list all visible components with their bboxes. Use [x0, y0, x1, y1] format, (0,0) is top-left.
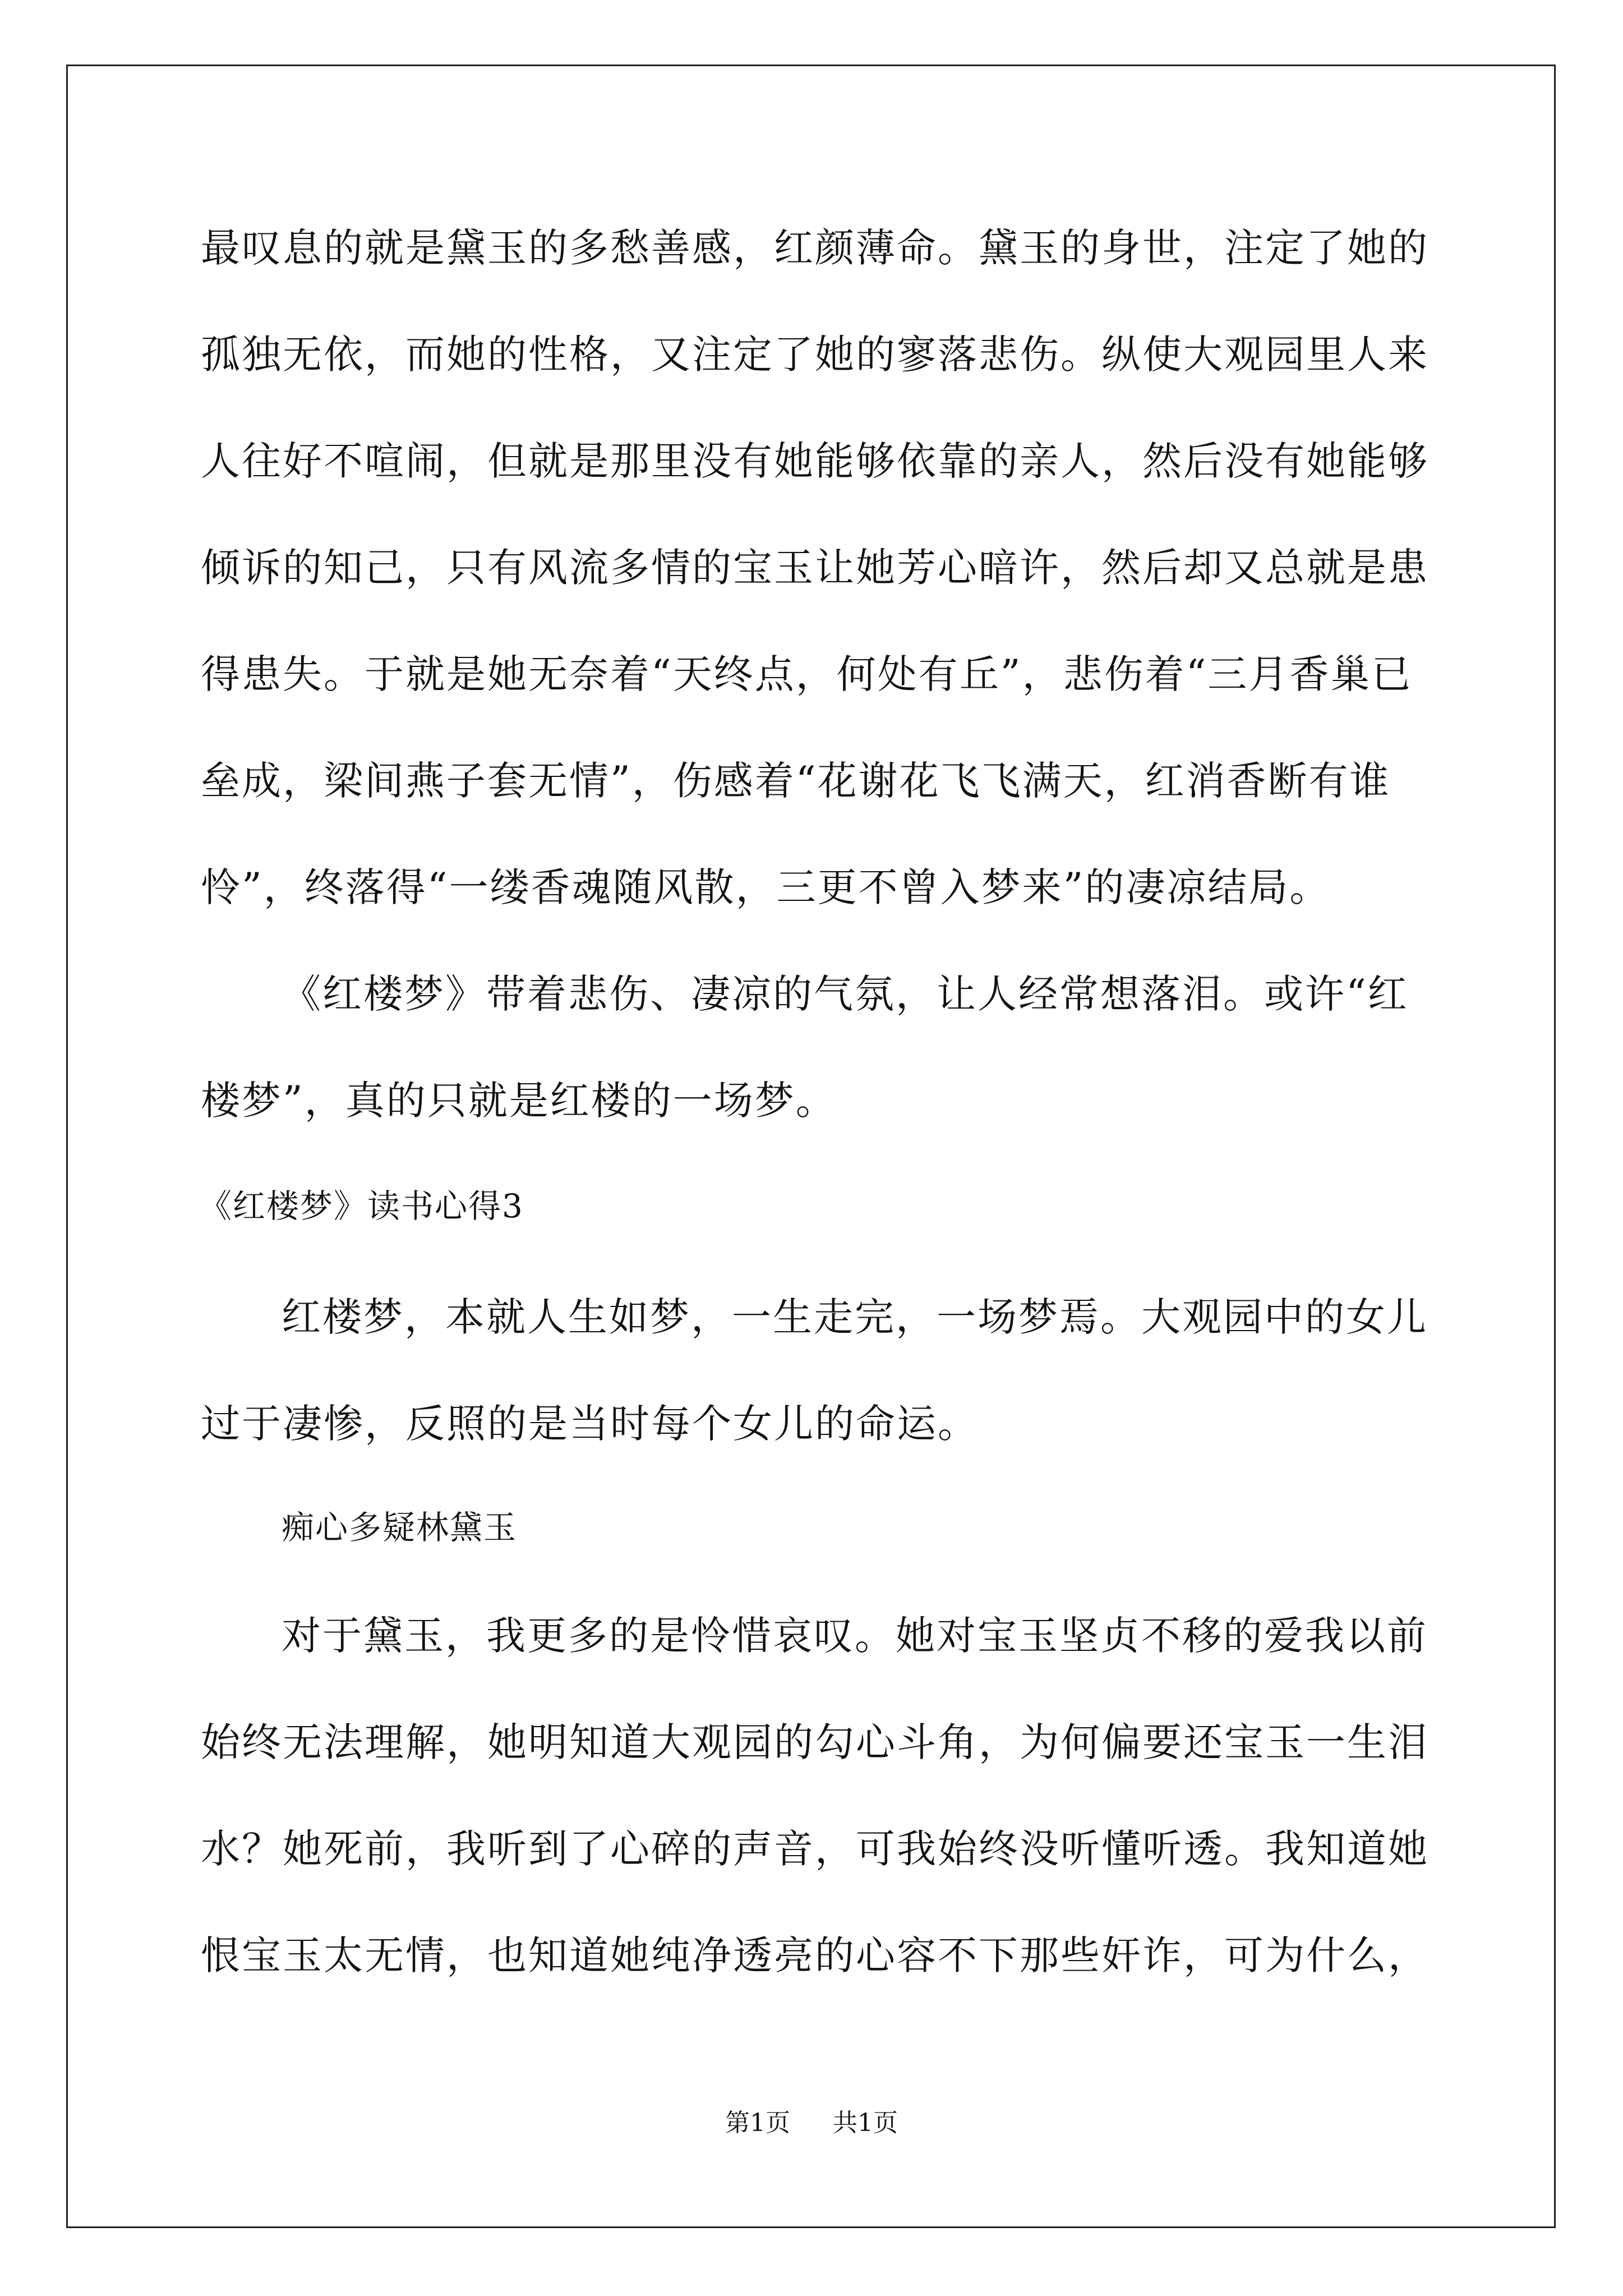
body-text-line: 过于凄惨，反照的是当时每个女儿的命运。 — [201, 1401, 979, 1447]
body-text-line: 倾诉的知己，只有风流多情的宝玉让她芳心暗许，然后却又总就是患 — [201, 545, 1429, 591]
body-text-line: 《红楼梦》带着悲伤、凄凉的气氛，让人经常想落泪。或许“红 — [282, 971, 1409, 1017]
page-total: 共1页 — [833, 2109, 898, 2137]
body-text-line: 最叹息的就是黛玉的多愁善感，红颜薄命。黛玉的身世，注定了她的 — [201, 225, 1429, 271]
body-text-line: 怜”，终落得“一缕香魂随风散，三更不曾入梦来”的凄凉结局。 — [201, 864, 1331, 910]
page-footer — [0, 2106, 1623, 2140]
body-text-line: 水？她死前，我听到了心碎的声音，可我始终没听懂听透。我知道她 — [201, 1826, 1429, 1872]
body-text-line: 得患失。于就是她无奈着“天终点，何处有丘”，悲伤着“三月香巢已 — [201, 651, 1413, 697]
body-text-line: 红楼梦，本就人生如梦，一生走完，一场梦焉。大观园中的女儿 — [282, 1294, 1428, 1340]
page-number: 第1页 — [725, 2109, 790, 2137]
body-text-line: 恨宝玉太无情，也知道她纯净透亮的心容不下那些奸诈，可为什么， — [201, 1932, 1429, 1978]
body-text-line: 楼梦”，真的只就是红楼的一场梦。 — [201, 1078, 837, 1124]
page-border — [66, 65, 1556, 2228]
body-text-line: 始终无法理解，她明知道大观园的勾心斗角，为何偏要还宝玉一生泪 — [201, 1719, 1429, 1765]
subheading: 痴心多疑林黛玉 — [282, 1508, 518, 1547]
body-text-line: 人往好不喧闹，但就是那里没有她能够依靠的亲人，然后没有她能够 — [201, 438, 1429, 484]
body-text-line: 垒成，梁间燕子套无情”，伤感着“花谢花飞飞满天，红消香断有谁 — [201, 758, 1391, 804]
section-heading: 《红楼梦》读书心得3 — [199, 1187, 524, 1225]
body-text-line: 对于黛玉，我更多的是怜惜哀叹。她对宝玉坚贞不移的爱我以前 — [282, 1613, 1428, 1659]
body-text-line: 孤独无依，而她的性格，又注定了她的寥落悲伤。纵使大观园里人来 — [201, 332, 1429, 378]
